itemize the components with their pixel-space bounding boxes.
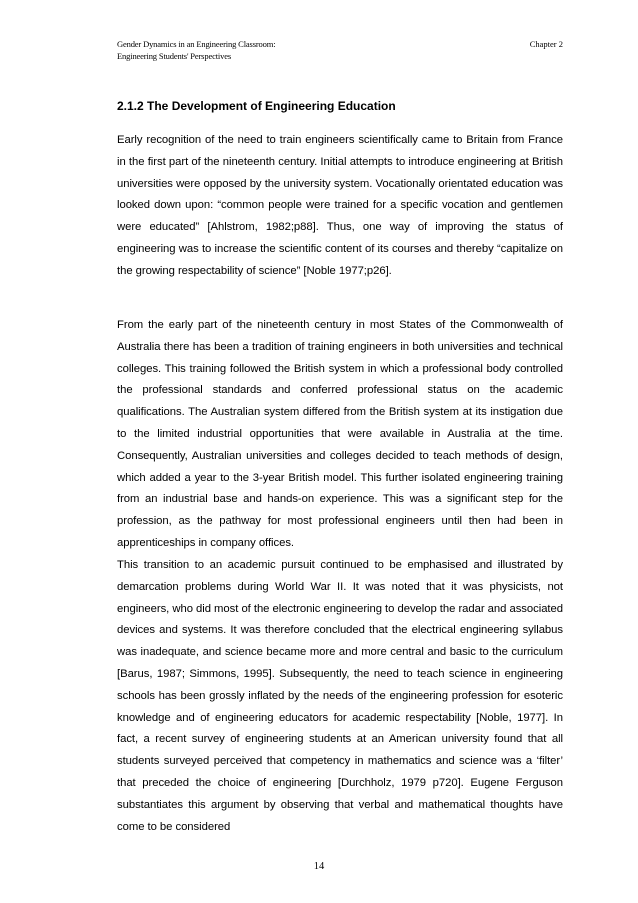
section-heading: 2.1.2 The Development of Engineering Education xyxy=(117,99,396,113)
body-paragraph-1: Early recognition of the need to train engineers scientifically came to Britain from France in the first part of the nineteenth century. Initial attempts to introduce engineering at British universities were opposed by the university system. Vocationally orientated education was looked down upon: “common people were trained for a specific vocation and gentlemen were educated” [Ahlstrom, 1982;p88]. Thus, one way of improving the status of engineering was to increase the scientific content of its courses and thereby “capitalize on the growing respectability of science” [Noble 1977;p26]. xyxy=(117,134,563,277)
page-number: 14 xyxy=(313,861,325,872)
running-header-title-line2: Engineering Students' Perspectives xyxy=(117,51,231,61)
running-header-title-line1: Gender Dynamics in an Engineering Classroom: xyxy=(117,39,276,49)
running-header-title xyxy=(117,38,275,62)
running-header-chapter: Chapter 2 xyxy=(529,39,563,49)
body-paragraph-3: This transition to an academic pursuit continued to be emphasised and illustrated by demarcation problems during World War II. It was noted that it was physicists, not engineers, who did most of the electronic engineering to develop the radar and associated devices and systems. It was therefore concluded that the electrical engineering syllabus was inadequate, and science became more and more central and basic to the curriculum [Barus, 1987; Simmons, 1995]. Subsequently, the need to teach science in engineering schools has been grossly inflated by the needs of the engineering profession for esoteric knowledge and of engineering educators for academic respectability [Noble, 1977]. In fact, a recent survey of engineering students at an American university found that all students surveyed perceived that competency in mathematics and science was a ‘filter’ that preceded the choice of engineering [Durchholz, 1979 p720]. Eugene Ferguson substantiates this argument by observing that verbal and mathematical thoughts have come to be considered xyxy=(117,559,563,833)
body-paragraph-2: From the early part of the nineteenth century in most States of the Commonwealth of Australia there has been a tradition of training engineers in both universities and technical colleges. This training followed the British system in which a professional body controlled the professional standards and conferred professional status on the academic qualifications. The Australian system differed from the British system at its instigation due to the limited industrial opportunities that were available in Australia at the time. Consequently, Australian universities and colleges decided to teach methods of design, which added a year to the 3-year British model. This further isolated engineering training from an industrial base and hands-on experience. This was a significant step for the profession, as the pathway for most professional engineers until then had been in apprenticeships in company offices. xyxy=(117,319,563,549)
